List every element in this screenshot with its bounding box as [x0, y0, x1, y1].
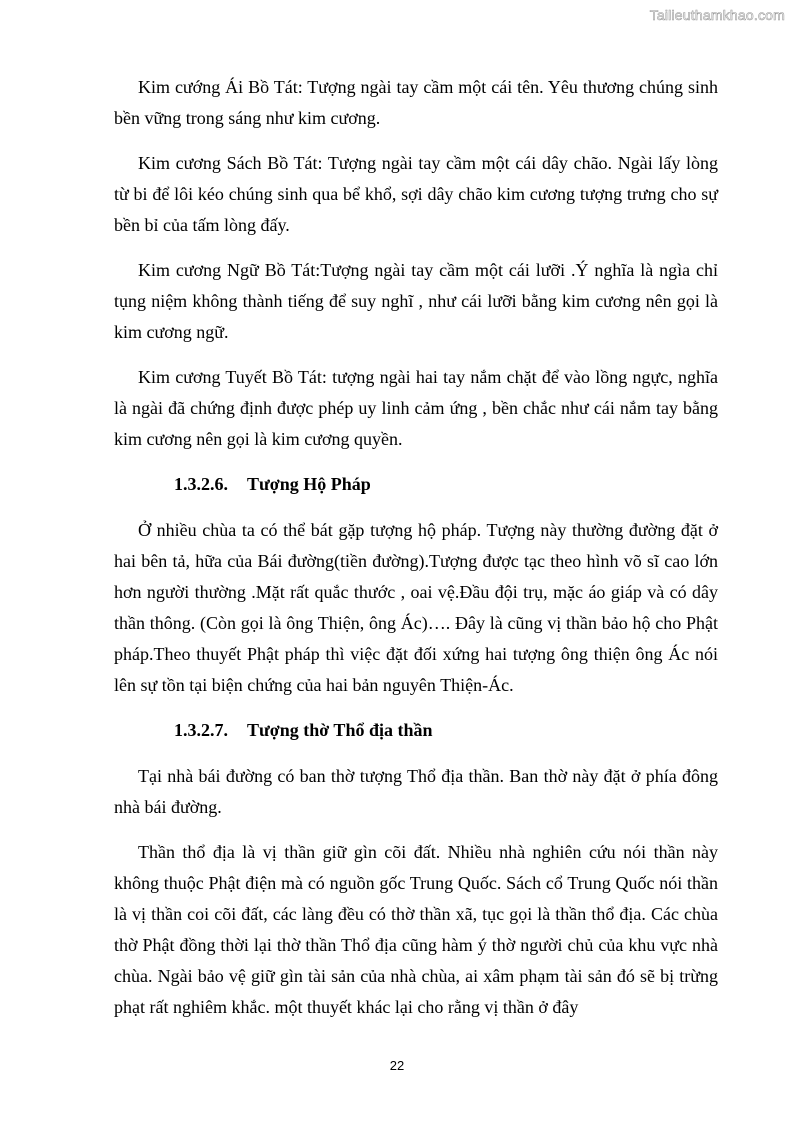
paragraph-kim-cuong-ai: Kim cướng Ái Bồ Tát: Tượng ngài tay cầm một cái tên. Yêu thương chúng sinh bền vững trong sáng như kim cương.	[114, 77, 718, 128]
paragraph-ho-phap: Ở nhiều chùa ta có thể bát gặp tượng hộ pháp. Tượng này thường đường đặt ở hai bên tả, hữa của Bái đường(tiền đường).Tượng được tạc theo hình võ sĩ cao lớn hơn người thường .Mặt rất quắc thước , oai vệ.Đầu đội trụ, mặc áo giáp và có dây thần thông. (Còn gọi là ông Thiện, ông Ác)…. Đây là cũng vị thần bảo hộ cho Phật pháp.Theo thuyết Phật pháp thì việc đặt đối xứng hai tượng ông thiện ông Ác nói lên sự tồn tại biện chứng của hai bản nguyên Thiện-Ác.	[114, 520, 718, 695]
paragraph-than-tho-dia: Thần thổ địa là vị thần giữ gìn cõi đất. Nhiều nhà nghiên cứu nói thần này không thuộc Phật điện mà có nguồn gốc Trung Quốc. Sách cổ Trung Quốc nói thần là vị thần coi cõi đất, các làng đều có thờ thần xã, tục gọi là thần thổ địa. Các chùa thờ Phật đồng thời lại thờ thần Thổ địa cũng hàm ý thờ người chủ của khu vực nhà chùa. Ngài bảo vệ giữ gìn tài sản của nhà chùa, ai xâm phạm tài sản đó sẽ bị trừng phạt rất nghiêm khắc. một thuyết khác lại cho rằng vị thần ở đây	[114, 842, 718, 1017]
paragraph-kim-cuong-ngu: Kim cương Ngữ Bồ Tát:Tượng ngài tay cầm một cái lưỡi .Ý nghĩa là ngìa chỉ tụng niệm không thành tiếng để suy nghĩ , như cái lưỡi bằng kim cương nên gọi là kim cương ngữ.	[114, 260, 718, 342]
section-title: Tượng Hộ Pháp	[247, 474, 371, 494]
section-title: Tượng thờ Thổ địa thần	[247, 720, 433, 740]
watermark: Tailieuthamkhao.com	[649, 7, 785, 23]
paragraph-kim-cuong-sach: Kim cương Sách Bồ Tát: Tượng ngài tay cầm một cái dây chão. Ngài lấy lòng từ bi để lôi kéo chúng sinh qua bể khổ, sợi dây chão kim cương tượng trưng cho sự bền bỉ của tấm lòng đấy.	[114, 153, 718, 235]
paragraph-kim-cuong-tuyet: Kim cương Tuyết Bồ Tát: tượng ngài hai tay nắm chặt để vào lồng ngực, nghĩa là ngài đã chứng định được phép uy linh cảm ứng , bền chắc như cái nắm tay bằng kim cương nên gọi là kim cương quyền.	[114, 367, 718, 449]
section-heading-ho-phap	[114, 469, 718, 499]
document-body	[114, 72, 718, 1037]
section-number: 1.3.2.6.	[174, 474, 228, 494]
paragraph-ban-tho: Tại nhà bái đường có ban thờ tượng Thổ địa thần. Ban thờ này đặt ở phía đông nhà bái đường.	[114, 766, 718, 817]
section-number: 1.3.2.7.	[174, 720, 228, 740]
page-number: 22	[389, 1058, 405, 1073]
section-heading-tho-dia-than	[114, 715, 718, 745]
